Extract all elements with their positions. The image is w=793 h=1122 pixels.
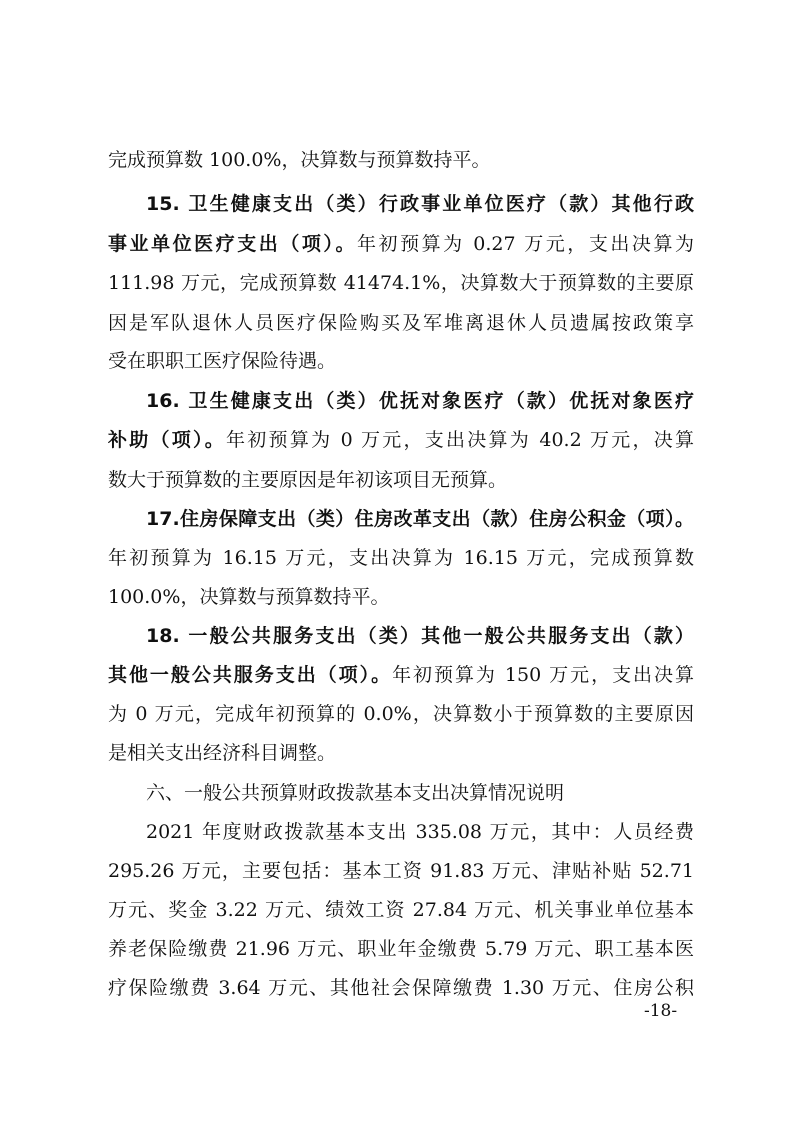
item-18-heading-line: 18. 一般公共服务支出（类）其他一般公共服务支出（款） xyxy=(146,625,694,647)
text-line: 是相关支出经济科目调整。 xyxy=(108,742,337,764)
text-line: 111.98 万元，完成预算数 41474.1%，决算数大于预算数的主要原 xyxy=(108,272,694,294)
text-line: 295.26 万元，主要包括：基本工资 91.83 万元、津贴补贴 52.71 xyxy=(108,860,694,882)
text-line: 为 0 万元，完成年初预算的 0.0%，决算数小于预算数的主要原因 xyxy=(108,703,694,725)
item-15-heading-line: 15. 卫生健康支出（类）行政事业单位医疗（款）其他行政 xyxy=(146,193,694,215)
text-line: 万元、奖金 3.22 万元、绩效工资 27.84 万元、机关事业单位基本 xyxy=(108,899,694,921)
page-number: -18- xyxy=(644,1001,678,1021)
section-heading: 六、一般公共预算财政拨款基本支出决算情况说明 xyxy=(146,782,565,804)
text-line: 事业单位医疗支出（项）。年初预算为 0.27 万元，支出决算为 xyxy=(108,233,694,255)
text-line: 养老保险缴费 21.96 万元、职业年金缴费 5.79 万元、职工基本医 xyxy=(108,938,694,960)
text-line: 其他一般公共服务支出（项）。年初预算为 150 万元，支出决算 xyxy=(108,664,694,686)
text-line: 年初预算为 16.15 万元，支出决算为 16.15 万元，完成预算数 xyxy=(108,547,694,569)
text-line: 100.0%，决算数与预算数持平。 xyxy=(108,586,390,608)
text-line: 数大于预算数的主要原因是年初该项目无预算。 xyxy=(108,469,508,491)
item-17-heading-line: 17.住房保障支出（类）住房改革支出（款）住房公积金（项）。 xyxy=(146,508,694,530)
text-line: 受在职职工医疗保险待遇。 xyxy=(108,350,337,372)
text-line: 2021 年度财政拨款基本支出 335.08 万元，其中：人员经费 xyxy=(146,821,694,843)
text-line: 完成预算数 100.0%，决算数与预算数持平。 xyxy=(108,149,491,171)
text-line: 因是军队退休人员医疗保险购买及军堆离退休人员遗属按政策享 xyxy=(108,312,694,334)
text-line: 疗保险缴费 3.64 万元、其他社会保障缴费 1.30 万元、住房公积 xyxy=(108,977,694,999)
item-16-heading-line: 16. 卫生健康支出（类）优抚对象医疗（款）优抚对象医疗 xyxy=(146,390,694,412)
text-line: 补助（项）。年初预算为 0 万元，支出决算为 40.2 万元，决算 xyxy=(108,429,694,451)
